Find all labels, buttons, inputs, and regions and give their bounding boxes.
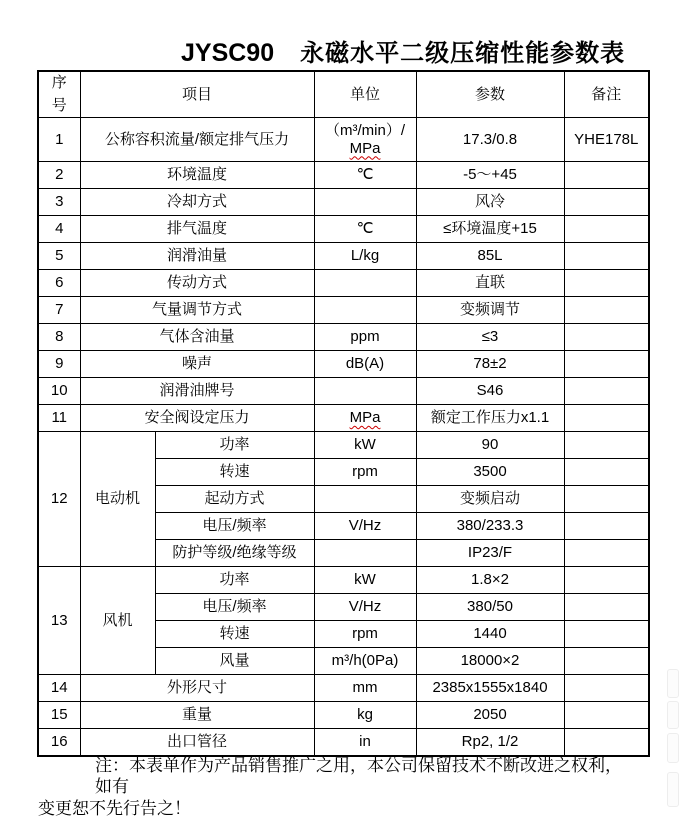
row-unit bbox=[314, 540, 416, 567]
row-param: 380/233.3 bbox=[416, 513, 564, 540]
row-unit: MPa bbox=[314, 405, 416, 432]
row-item: 气量调节方式 bbox=[80, 297, 314, 324]
row-remark bbox=[564, 621, 649, 648]
footer-note-line2: 变更恕不先行告之！ bbox=[38, 798, 191, 818]
row-no: 10 bbox=[38, 378, 80, 405]
row-no: 14 bbox=[38, 675, 80, 702]
table-row bbox=[38, 702, 649, 729]
row-item: 安全阀设定压力 bbox=[80, 405, 314, 432]
row-no: 11 bbox=[38, 405, 80, 432]
row-unit bbox=[314, 297, 416, 324]
row-no: 13 bbox=[38, 567, 80, 675]
row-unit: kW bbox=[314, 432, 416, 459]
row-param: 直联 bbox=[416, 270, 564, 297]
col-header-param: 参数 bbox=[416, 71, 564, 118]
row-unit: rpm bbox=[314, 621, 416, 648]
row-no: 6 bbox=[38, 270, 80, 297]
row-unit bbox=[314, 189, 416, 216]
table-row bbox=[38, 297, 649, 324]
row-item: 冷却方式 bbox=[80, 189, 314, 216]
row-item: 防护等级/绝缘等级 bbox=[155, 540, 314, 567]
row-remark bbox=[564, 486, 649, 513]
row-remark bbox=[564, 459, 649, 486]
table-row bbox=[38, 270, 649, 297]
row-unit: V/Hz bbox=[314, 594, 416, 621]
group-label: 风机 bbox=[80, 567, 155, 675]
model-code: JYSC90 bbox=[181, 39, 275, 67]
row-param: 17.3/0.8 bbox=[416, 118, 564, 162]
row-param: 380/50 bbox=[416, 594, 564, 621]
row-item: 出口管径 bbox=[80, 729, 314, 756]
row-no: 7 bbox=[38, 297, 80, 324]
group-label: 电动机 bbox=[80, 432, 155, 567]
unit-line1: （m³/min）/ bbox=[325, 121, 405, 139]
row-no: 3 bbox=[38, 189, 80, 216]
table-row bbox=[38, 405, 649, 432]
row-param: 85L bbox=[416, 243, 564, 270]
row-remark bbox=[564, 162, 649, 189]
footer-note bbox=[38, 755, 638, 819]
footer-note-line1: 注：本表单作为产品销售推广之用，本公司保留技术不断改进之权利，如有 bbox=[95, 756, 622, 797]
row-item: 转速 bbox=[155, 459, 314, 486]
col-header-unit: 单位 bbox=[314, 71, 416, 118]
row-unit: rpm bbox=[314, 459, 416, 486]
row-remark bbox=[564, 243, 649, 270]
row-item: 环境温度 bbox=[80, 162, 314, 189]
row-remark bbox=[564, 351, 649, 378]
row-param: 额定工作压力x1.1 bbox=[416, 405, 564, 432]
row-param: ≤3 bbox=[416, 324, 564, 351]
row-param: S46 bbox=[416, 378, 564, 405]
row-remark bbox=[564, 729, 649, 756]
row-item: 排气温度 bbox=[80, 216, 314, 243]
row-unit: ℃ bbox=[314, 162, 416, 189]
row-param: 2050 bbox=[416, 702, 564, 729]
row-unit: ℃ bbox=[314, 216, 416, 243]
table-row bbox=[38, 567, 649, 594]
row-unit bbox=[314, 486, 416, 513]
row-remark bbox=[564, 216, 649, 243]
page-edge-artifact bbox=[667, 733, 679, 763]
row-unit: ppm bbox=[314, 324, 416, 351]
row-unit: dB(A) bbox=[314, 351, 416, 378]
row-remark bbox=[564, 270, 649, 297]
table-row bbox=[38, 324, 649, 351]
table-row bbox=[38, 118, 649, 162]
row-item: 噪声 bbox=[80, 351, 314, 378]
row-unit: mm bbox=[314, 675, 416, 702]
row-item: 润滑油牌号 bbox=[80, 378, 314, 405]
row-remark bbox=[564, 648, 649, 675]
row-remark bbox=[564, 540, 649, 567]
row-param: -5～+45 bbox=[416, 162, 564, 189]
row-remark bbox=[564, 432, 649, 459]
row-item: 传动方式 bbox=[80, 270, 314, 297]
page-edge-artifact bbox=[667, 701, 679, 729]
row-param: Rp2, 1/2 bbox=[416, 729, 564, 756]
row-no: 5 bbox=[38, 243, 80, 270]
table-row bbox=[38, 162, 649, 189]
row-unit bbox=[314, 118, 416, 162]
row-item: 电压/频率 bbox=[155, 513, 314, 540]
row-param: ≤环境温度+15 bbox=[416, 216, 564, 243]
row-remark: YHE178L bbox=[564, 118, 649, 162]
page-edge-artifact bbox=[667, 669, 679, 698]
row-unit: L/kg bbox=[314, 243, 416, 270]
row-param: 78±2 bbox=[416, 351, 564, 378]
row-no: 15 bbox=[38, 702, 80, 729]
row-param: 变频调节 bbox=[416, 297, 564, 324]
table-row bbox=[38, 729, 649, 756]
row-param: 变频启动 bbox=[416, 486, 564, 513]
table-row bbox=[38, 189, 649, 216]
col-header-item: 项目 bbox=[80, 71, 314, 118]
row-item: 公称容积流量/额定排气压力 bbox=[80, 118, 314, 162]
row-remark bbox=[564, 297, 649, 324]
row-unit: m³/h(0Pa) bbox=[314, 648, 416, 675]
row-param: 1.8×2 bbox=[416, 567, 564, 594]
row-remark bbox=[564, 675, 649, 702]
row-remark bbox=[564, 513, 649, 540]
table-row bbox=[38, 243, 649, 270]
table-row bbox=[38, 675, 649, 702]
page-title bbox=[181, 33, 625, 68]
table-row bbox=[38, 351, 649, 378]
unit-line2: MPa bbox=[349, 139, 381, 157]
row-remark bbox=[564, 378, 649, 405]
row-unit: kW bbox=[314, 567, 416, 594]
row-param: IP23/F bbox=[416, 540, 564, 567]
row-no: 16 bbox=[38, 729, 80, 756]
title-text: 永磁水平二级压缩性能参数表 bbox=[300, 41, 626, 67]
row-item: 重量 bbox=[80, 702, 314, 729]
page-edge-artifact bbox=[667, 772, 679, 807]
row-param: 3500 bbox=[416, 459, 564, 486]
row-remark bbox=[564, 189, 649, 216]
row-unit: V/Hz bbox=[314, 513, 416, 540]
row-item: 转速 bbox=[155, 621, 314, 648]
row-param: 风冷 bbox=[416, 189, 564, 216]
row-item: 气体含油量 bbox=[80, 324, 314, 351]
row-remark bbox=[564, 324, 649, 351]
row-param: 1440 bbox=[416, 621, 564, 648]
row-remark bbox=[564, 405, 649, 432]
row-param: 18000×2 bbox=[416, 648, 564, 675]
spec-table bbox=[37, 70, 650, 757]
row-no: 12 bbox=[38, 432, 80, 567]
row-remark bbox=[564, 702, 649, 729]
row-no: 2 bbox=[38, 162, 80, 189]
row-no: 4 bbox=[38, 216, 80, 243]
row-item: 外形尺寸 bbox=[80, 675, 314, 702]
table-row bbox=[38, 216, 649, 243]
row-param: 90 bbox=[416, 432, 564, 459]
row-remark bbox=[564, 594, 649, 621]
row-item: 功率 bbox=[155, 432, 314, 459]
row-item: 风量 bbox=[155, 648, 314, 675]
table-row bbox=[38, 432, 649, 459]
header-row bbox=[38, 71, 649, 118]
row-item: 起动方式 bbox=[155, 486, 314, 513]
row-item: 功率 bbox=[155, 567, 314, 594]
row-param: 2385x1555x1840 bbox=[416, 675, 564, 702]
row-unit: in bbox=[314, 729, 416, 756]
row-no: 8 bbox=[38, 324, 80, 351]
col-header-remark: 备注 bbox=[564, 71, 649, 118]
row-item: 电压/频率 bbox=[155, 594, 314, 621]
table-row bbox=[38, 378, 649, 405]
row-unit bbox=[314, 270, 416, 297]
row-no: 9 bbox=[38, 351, 80, 378]
row-unit: kg bbox=[314, 702, 416, 729]
col-header-no: 序号 bbox=[38, 71, 80, 118]
row-item: 润滑油量 bbox=[80, 243, 314, 270]
row-unit bbox=[314, 378, 416, 405]
row-no: 1 bbox=[38, 118, 80, 162]
row-remark bbox=[564, 567, 649, 594]
